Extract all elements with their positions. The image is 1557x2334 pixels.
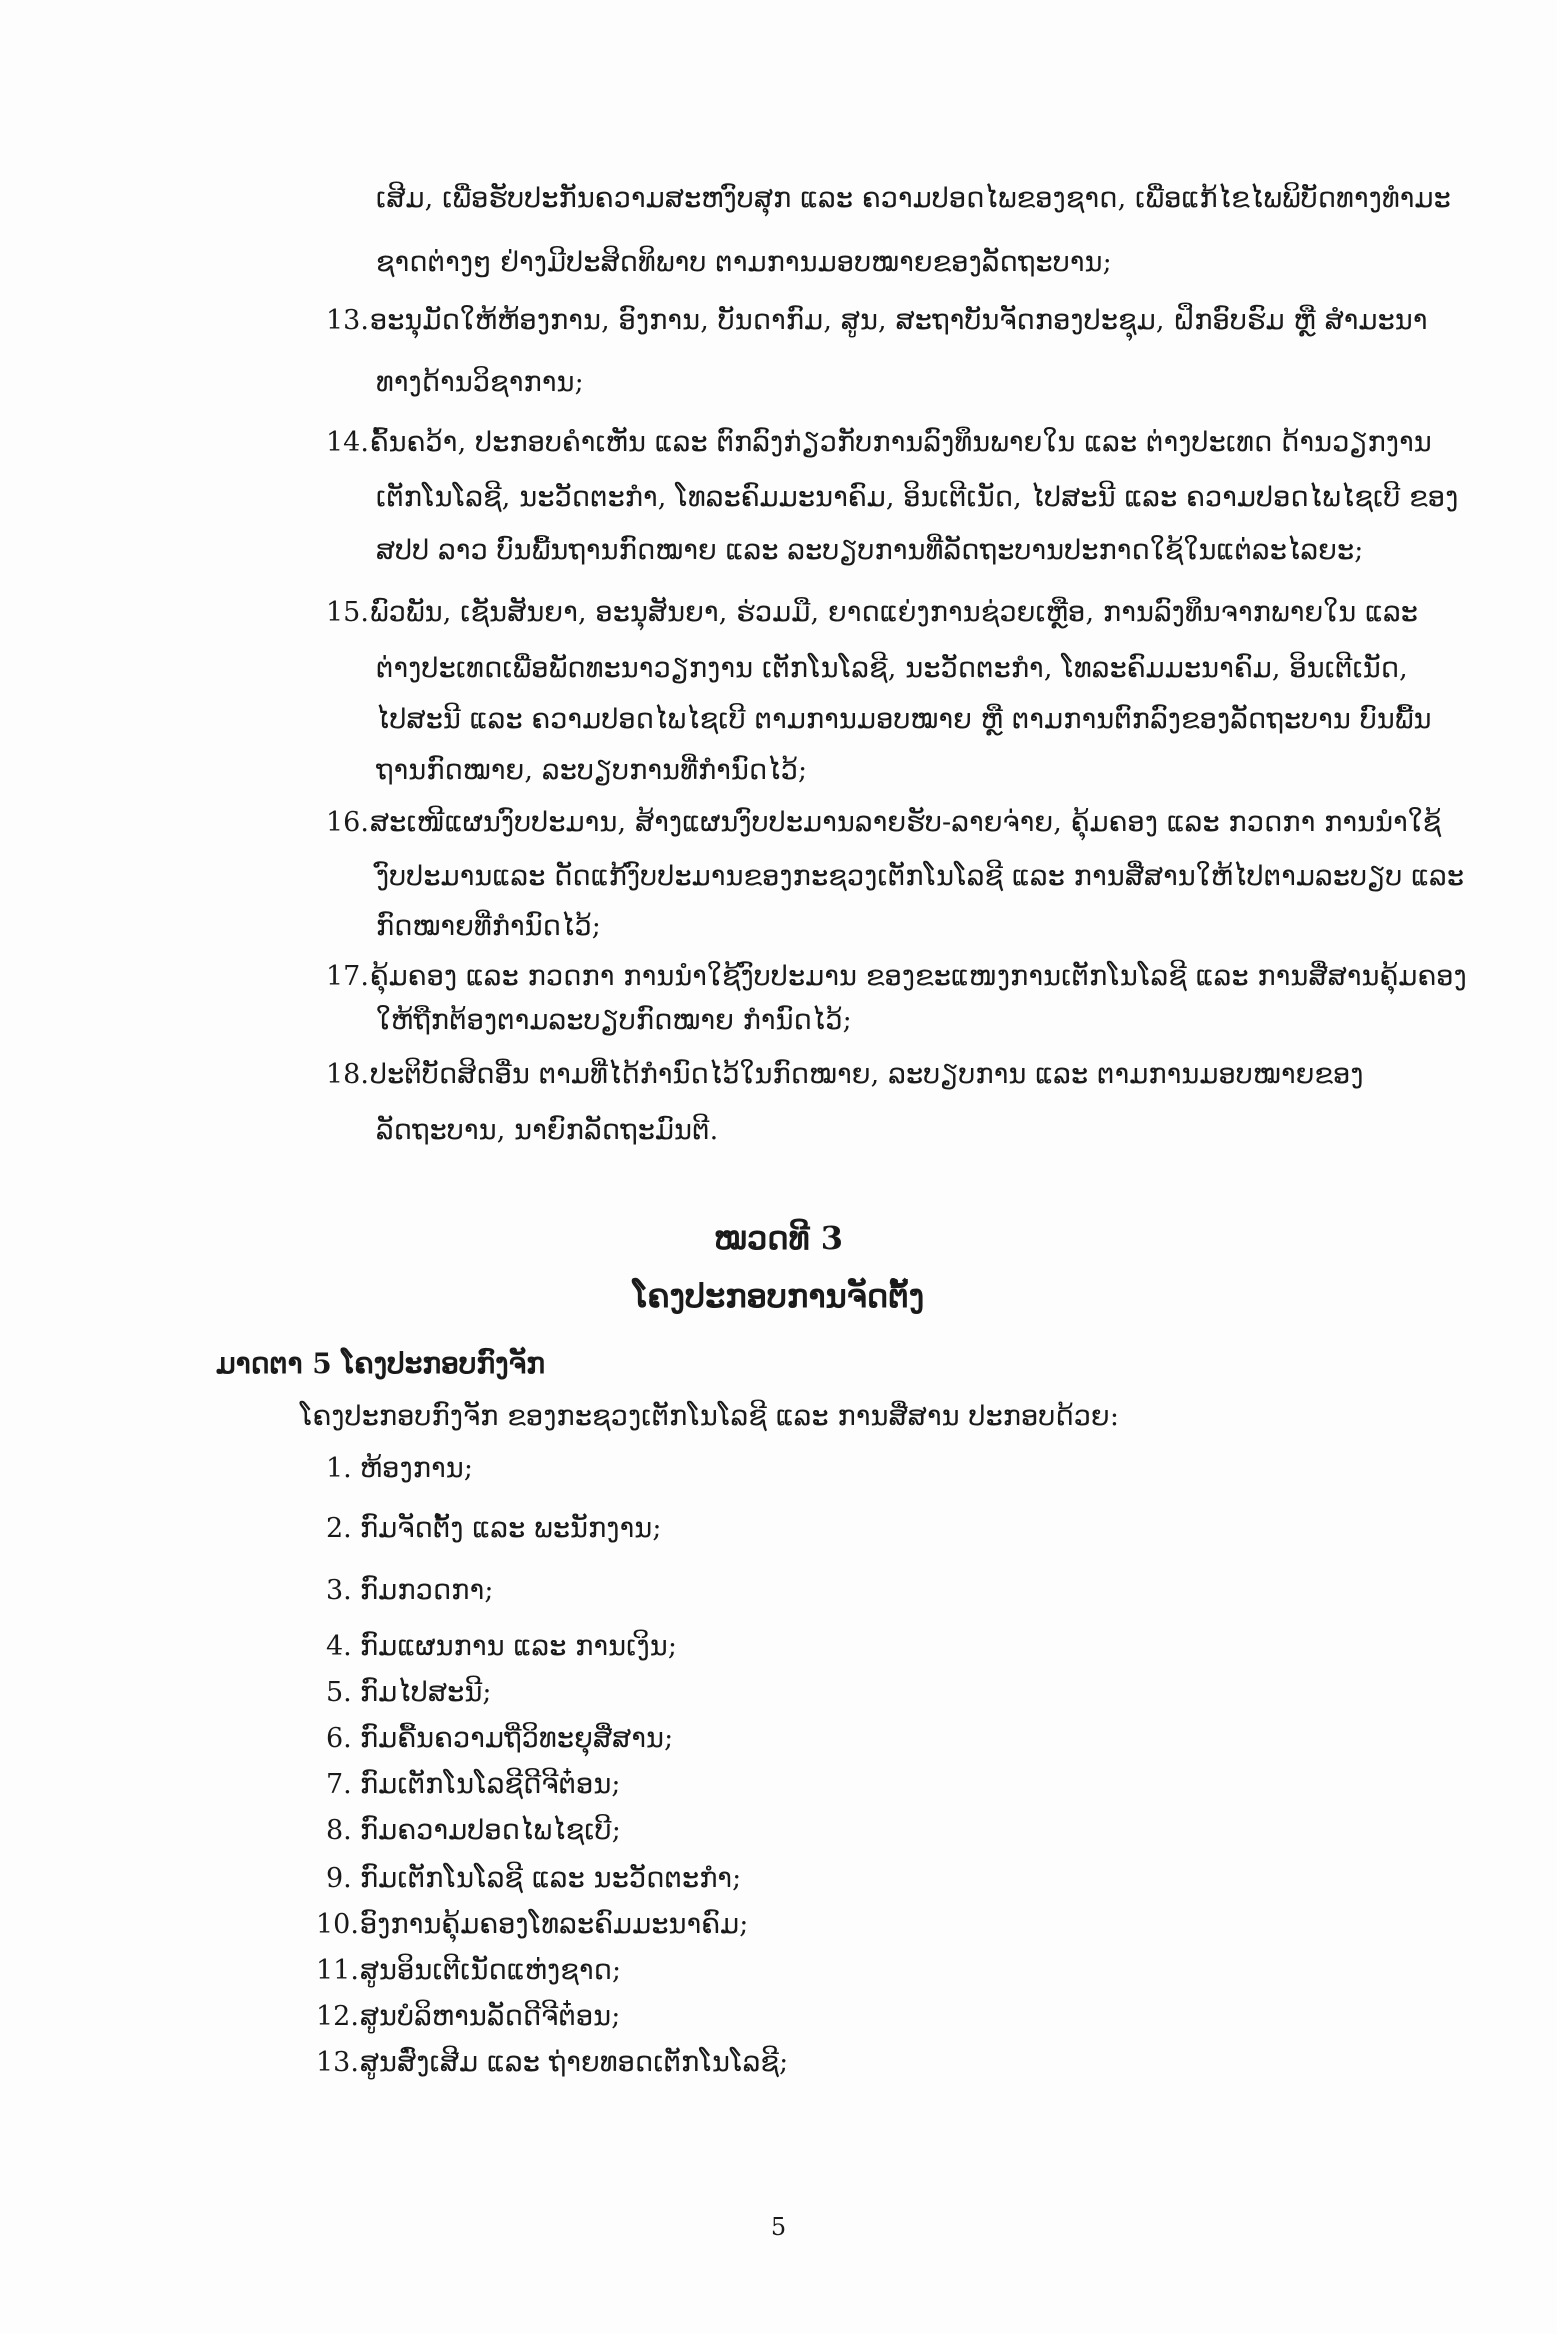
list-item-label: ກົມເຕັກໂນໂລຊີ ແລະ ນະວັດຕະກຳ; bbox=[360, 1863, 742, 1894]
duty-line: ສະເໜີແຜນງົບປະມານ, ສ້າງແຜນງົບປະມານລາຍຮັບ-ລາຍຈ່າຍ, ຄຸ້ມຄອງ ແລະ ກວດກາ ການນຳໃຊ້ bbox=[370, 807, 1442, 838]
list-item-label: ສູນບໍລິຫານລັດດີຈີຕ໋ອນ; bbox=[360, 2001, 621, 2032]
duty-line: ກົດໝາຍທີ່ກຳນົດໄວ້; bbox=[376, 911, 602, 942]
duty-line: ງົບປະມານແລະ ດັດແກ້ງົບປະມານຂອງກະຊວງເຕັກໂນໂລຊີ ແລະ ການສື່ສານໃຫ້ໄປຕາມລະບຽບ ແລະ bbox=[376, 861, 1465, 892]
list-item-number: 10. bbox=[316, 1909, 359, 1940]
duty-number: 18. bbox=[326, 1059, 369, 1090]
list-item-label: ສູນສົ່ງເສີມ ແລະ ຖ່າຍທອດເຕັກໂນໂລຊີ; bbox=[360, 2047, 789, 2078]
duty-number: 15. bbox=[326, 597, 369, 628]
list-item-number: 7. bbox=[326, 1769, 352, 1800]
article-title: ມາດຕາ 5 ໂຄງປະກອບກົງຈັກ bbox=[216, 1347, 545, 1380]
list-item-label: ກົມຄວາມປອດໄພໄຊເບີ; bbox=[360, 1815, 622, 1846]
list-item-number: 6. bbox=[326, 1723, 352, 1754]
chapter-number: ໝວດທີ 3 bbox=[714, 1219, 843, 1257]
list-item-label: ສູນອິນເຕີເນັດແຫ່ງຊາດ; bbox=[360, 1955, 622, 1986]
list-item-number: 1. bbox=[326, 1453, 352, 1484]
duty-line: ເຕັກໂນໂລຊີ, ນະວັດຕະກຳ, ໂທລະຄົມມະນາຄົມ, ອິນເຕີເນັດ, ໄປສະນີ ແລະ ຄວາມປອດໄພໄຊເບີ ຂອງ bbox=[376, 482, 1459, 513]
list-item-number: 9. bbox=[326, 1863, 352, 1894]
list-item-number: 13. bbox=[316, 2047, 359, 2078]
list-item-label: ອົງການຄຸ້ມຄອງໂທລະຄົມມະນາຄົມ; bbox=[360, 1909, 749, 1940]
duty-line: ຄົ້ນຄວ້າ, ປະກອບຄຳເຫັນ ແລະ ຕົກລົງກ່ຽວກັບການລົງທຶນພາຍໃນ ແລະ ຕ່າງປະເທດ ດ້ານວຽກງານ bbox=[370, 427, 1432, 458]
list-item-number: 12. bbox=[316, 2001, 359, 2032]
list-item-label: ກົມແຜນການ ແລະ ການເງິນ; bbox=[360, 1631, 678, 1662]
list-item-number: 5. bbox=[326, 1677, 352, 1708]
continuation-line: ຊາດຕ່າງໆ ຢ່າງມີປະສິດທິພາບ ຕາມການມອບໝາຍຂອງລັດຖະບານ; bbox=[376, 247, 1112, 278]
duty-line: ພົວພັນ, ເຊັນສັນຍາ, ອະນຸສັນຍາ, ຮ່ວມມື, ຍາດແຍ່ງການຊ່ວຍເຫຼືອ, ການລົງທຶນຈາກພາຍໃນ ແລະ bbox=[370, 597, 1419, 628]
article-intro: ໂຄງປະກອບກົງຈັກ ຂອງກະຊວງເຕັກໂນໂລຊີ ແລະ ການສື່ສານ ປະກອບດ້ວຍ: bbox=[300, 1401, 1120, 1432]
duty-line: ອະນຸມັດໃຫ້ຫ້ອງການ, ອົງການ, ບັນດາກົມ, ສູນ, ສະຖາບັນຈັດກອງປະຊຸມ, ຝຶກອົບຮົມ ຫຼື ສຳມະນາ bbox=[370, 305, 1428, 336]
list-item-number: 2. bbox=[326, 1513, 352, 1544]
duty-number: 17. bbox=[326, 961, 369, 992]
duty-line: ໄປສະນີ ແລະ ຄວາມປອດໄພໄຊເບີ ຕາມການມອບໝາຍ ຫຼື ຕາມການຕົກລົງຂອງລັດຖະບານ ບົນພື້ນ bbox=[376, 704, 1432, 735]
list-item-label: ກົມໄປສະນີ; bbox=[360, 1677, 492, 1708]
list-item-label: ກົມຄື້ນຄວາມຖີ່ວິທະຍຸສື່ສານ; bbox=[360, 1723, 674, 1754]
duty-line: ຕ່າງປະເທດເພື່ອພັດທະນາວຽກງານ ເຕັກໂນໂລຊີ, ນະວັດຕະກຳ, ໂທລະຄົມມະນາຄົມ, ອິນເຕີເນັດ, bbox=[376, 653, 1408, 684]
list-item-label: ກົມກວດກາ; bbox=[360, 1575, 494, 1606]
list-item-number: 8. bbox=[326, 1815, 352, 1846]
list-item-label: ກົມເຕັກໂນໂລຊີດີຈີຕ໋ອນ; bbox=[360, 1769, 621, 1800]
duty-number: 16. bbox=[326, 807, 369, 838]
list-item-number: 11. bbox=[316, 1955, 359, 1986]
page-number: 5 bbox=[770, 2213, 787, 2241]
duty-number: 13. bbox=[326, 305, 369, 336]
duty-line: ທາງດ້ານວິຊາການ; bbox=[376, 367, 584, 398]
duty-line: ປະຕິບັດສິດອື່ນ ຕາມທີ່ໄດ້ກຳນົດໄວ້ໃນກົດໝາຍ, ລະບຽບການ ແລະ ຕາມການມອບໝາຍຂອງ bbox=[370, 1059, 1364, 1090]
list-item-number: 3. bbox=[326, 1575, 352, 1606]
duty-number: 14. bbox=[326, 427, 369, 458]
duty-line: ລັດຖະບານ, ນາຍົກລັດຖະມົນຕີ. bbox=[376, 1115, 719, 1146]
duty-line: ໃຫ້ຖືກຕ້ອງຕາມລະບຽບກົດໝາຍ ກຳນົດໄວ້; bbox=[376, 1005, 852, 1036]
continuation-line: ເສີມ, ເພື່ອຮັບປະກັນຄວາມສະຫງົບສຸກ ແລະ ຄວາມປອດໄພຂອງຊາດ, ເພື່ອແກ້ໄຂໄພພິບັດທາງທຳມະ bbox=[376, 183, 1451, 214]
list-item-label: ກົມຈັດຕັ້ງ ແລະ ພະນັກງານ; bbox=[360, 1513, 662, 1544]
duty-line: ຄຸ້ມຄອງ ແລະ ກວດກາ ການນຳໃຊ້ງົບປະມານ ຂອງຂະແໜງການເຕັກໂນໂລຊີ ແລະ ການສື່ສານຄຸ້ມຄອງ bbox=[370, 961, 1467, 992]
list-item-number: 4. bbox=[326, 1631, 352, 1662]
duty-line: ສປປ ລາວ ບົນພື້ນຖານກົດໝາຍ ແລະ ລະບຽບການທີ່ລັດຖະບານປະກາດໃຊ້ໃນແຕ່ລະໄລຍະ; bbox=[376, 535, 1364, 566]
duty-line: ຖານກົດໝາຍ, ລະບຽບການທີ່ກຳນົດໄວ້; bbox=[376, 755, 808, 786]
list-item-label: ຫ້ອງການ; bbox=[360, 1453, 474, 1484]
chapter-title: ໂຄງປະກອບການຈັດຕັ້ງ bbox=[632, 1277, 925, 1315]
